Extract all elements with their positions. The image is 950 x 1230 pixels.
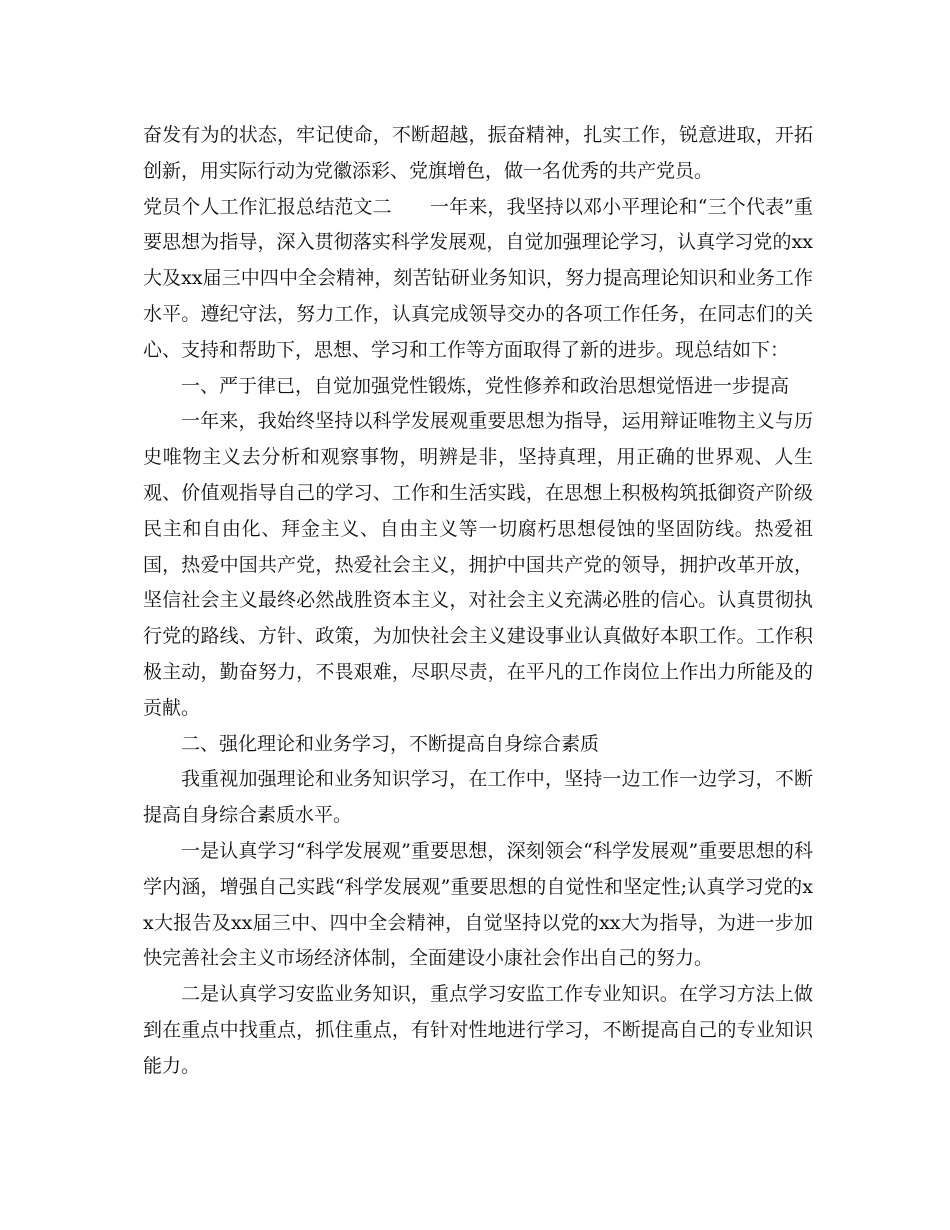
paragraph-section-2-intro: 我重视加强理论和业务知识学习，在工作中，坚持一边工作一边学习，不断提高自身综合素质水平。	[143, 768, 813, 827]
paragraph-continuation: 奋发有为的状态，牢记使命，不断超越，振奋精神，扎实工作，锐意进取，开拓创新，用实际行动为党徽添彩、党旗增色，做一名优秀的共产党员。	[143, 124, 813, 182]
document-body	[143, 118, 813, 1085]
paragraph-title-and-intro: 党员个人工作汇报总结范文二 一年来，我坚持以邓小平理论和“三个代表”重要思想为指导，深入贯彻落实科学发展观，自觉加强理论学习，认真学习党的xx大及xx届三中四中全会精神，刻苦钻研业务知识，努力提高理论知识和业务工作水平。遵纪守法，努力工作，认真完成领导交办的各项工作任务，在同志们的关心、支持和帮助下，思想、学习和工作等方面取得了新的进步。现总结如下：	[143, 195, 813, 361]
paragraph-point-2: 二是认真学习安监业务知识，重点学习安监工作专业知识。在学习方法上做到在重点中找重点，抓住重点，有针对性地进行学习，不断提高自己的专业知识能力。	[143, 983, 813, 1077]
paragraph-point-1: 一是认真学习“科学发展观”重要思想，深刻领会“科学发展观”重要思想的科学内涵，增强自己实践“科学发展观”重要思想的自觉性和坚定性;认真学习党的xx大报告及xx届三中、四中全会精神，自觉坚持以党的xx大为指导，为进一步加快完善社会主义市场经济体制，全面建设小康社会作出自己的努力。	[143, 839, 813, 970]
paragraph-section-1-body: 一年来，我始终坚持以科学发展观重要思想为指导，运用辩证唯物主义与历史唯物主义去分析和观察事物，明辨是非，坚持真理，用正确的世界观、人生观、价值观指导自己的学习、工作和生活实践，在思想上积极构筑抵御资产阶级民主和自由化、拜金主义、自由主义等一切腐朽思想侵蚀的坚固防线。热爱祖国，热爱中国共产党，热爱社会主义，拥护中国共产党的领导，拥护改革开放，坚信社会主义最终必然战胜资本主义，对社会主义充满必胜的信心。认真贯彻执行党的路线、方针、政策，为加快社会主义建设事业认真做好本职工作。工作积极主动，勤奋努力，不畏艰难，尽职尽责，在平凡的工作岗位上作出力所能及的贡献。	[143, 410, 813, 719]
section-heading-1: 一、严于律已，自觉加强党性锻炼，党性修养和政治思想觉悟进一步提高	[181, 374, 790, 397]
section-heading-2: 二、强化理论和业务学习，不断提高自身综合素质	[181, 732, 600, 755]
